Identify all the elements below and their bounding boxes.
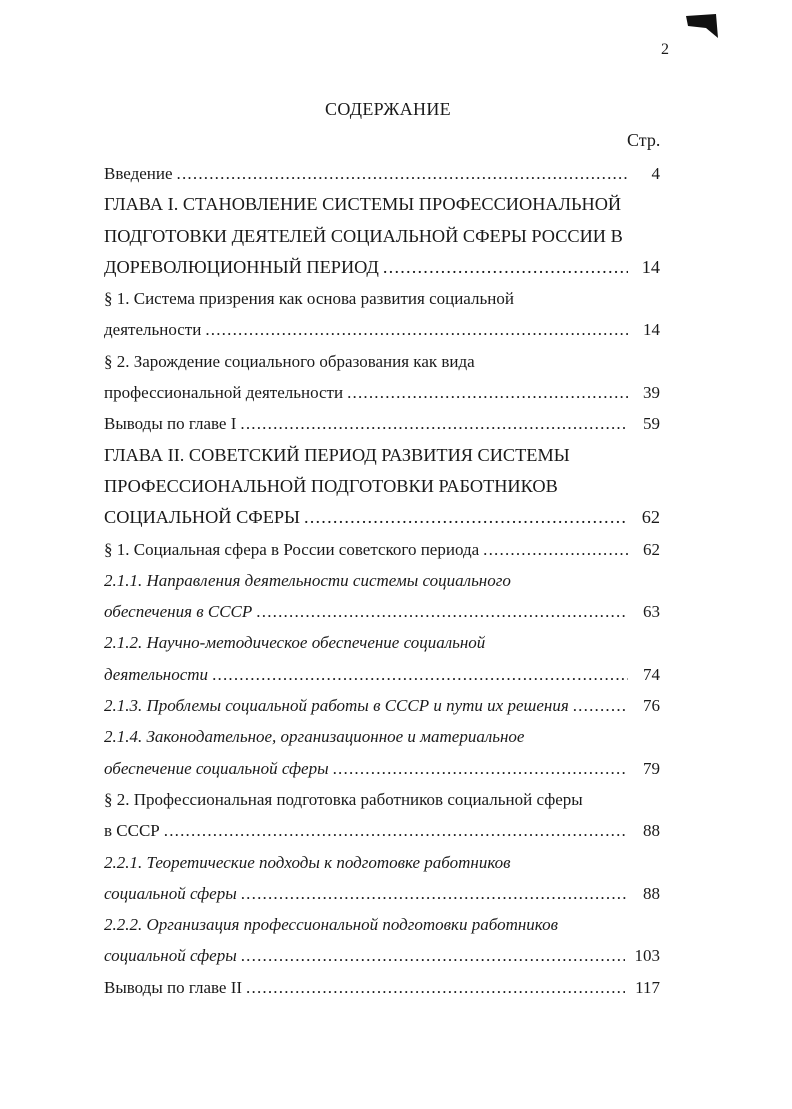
toc-line: профессиональной деятельности ..... 39 <box>104 377 660 408</box>
toc-line: социальной сферы ..... 103 <box>104 940 660 971</box>
toc-page-number: 88 <box>643 821 660 841</box>
toc-line: 2.1.1. Направления деятельности системы социального <box>104 570 511 590</box>
toc-page-number: 76 <box>643 696 660 716</box>
toc-line: ПРОФЕССИОНАЛЬНОЙ ПОДГОТОВКИ РАБОТНИКОВ <box>104 475 558 496</box>
toc-line: 2.1.4. Законодательное, организационное и материальное <box>104 727 525 747</box>
toc-line: 2.1.2. Научно-методическое обеспечение социальной <box>104 633 486 653</box>
toc-line: ДОРЕВОЛЮЦИОННЫЙ ПЕРИОД ..... 14 <box>104 252 660 283</box>
table-of-contents <box>104 158 660 1003</box>
toc-page-number: 39 <box>643 383 660 403</box>
toc-line: ГЛАВА I. СТАНОВЛЕНИЕ СИСТЕМЫ ПРОФЕССИОНАЛЬНОЙ <box>104 194 622 215</box>
toc-page-number: 63 <box>643 602 660 622</box>
toc-page-number: 74 <box>643 664 660 684</box>
toc-line: § 2. Профессиональная подготовка работников социальной сферы <box>104 789 583 809</box>
toc-line: § 1. Система призрения как основа развития социальной <box>104 289 514 309</box>
toc-page-number: 62 <box>643 539 660 559</box>
toc-page-number: 103 <box>634 946 660 966</box>
toc-page-number: 117 <box>635 977 660 997</box>
toc-line: 2.2.2. Организация профессиональной подготовки работников <box>104 915 558 935</box>
toc-line: 2.2.1. Теоретические подходы к подготовке работников <box>104 852 511 872</box>
toc-page-number: 4 <box>651 164 660 183</box>
toc-line: в СССР ..... 88 <box>104 815 660 846</box>
toc-line: СОЦИАЛЬНОЙ СФЕРЫ ..... 62 <box>104 502 660 533</box>
toc-line: Выводы по главе II ..... 117 <box>104 972 660 1003</box>
toc-line: обеспечения в СССР ..... 63 <box>104 596 660 627</box>
toc-page-number: 79 <box>643 758 660 778</box>
toc-line: обеспечение социальной сферы ..... 79 <box>104 753 660 784</box>
corner-marker-shape <box>686 14 718 38</box>
toc-page-number: 14 <box>641 256 660 277</box>
toc-line: ПОДГОТОВКИ ДЕЯТЕЛЕЙ СОЦИАЛЬНОЙ СФЕРЫ РОССИИ В <box>104 225 623 246</box>
page-number: 2 <box>661 41 669 58</box>
toc-line: социальной сферы ..... 88 <box>104 878 660 909</box>
toc-line: деятельности ..... 74 <box>104 659 660 690</box>
toc-page-number: 62 <box>641 507 660 528</box>
toc-line: § 2. Зарождение социального образования как вида <box>104 351 475 371</box>
page-column-label: Стр. <box>627 130 661 150</box>
toc-line: Выводы по главе I ..... 59 <box>104 408 660 439</box>
toc-line: деятельности ..... 14 <box>104 314 660 345</box>
toc-line: 2.1.3. Проблемы социальной работы в СССР и пути их решения ..... 76 <box>104 690 660 721</box>
toc-line: Введение ..... 4 <box>104 158 660 189</box>
toc-page-number: 59 <box>643 414 660 434</box>
toc-line: ГЛАВА II. СОВЕТСКИЙ ПЕРИОД РАЗВИТИЯ СИСТЕМЫ <box>104 444 570 465</box>
toc-page-number: 14 <box>643 320 660 340</box>
toc-page-number: 88 <box>643 883 660 903</box>
page-title: СОДЕРЖАНИЕ <box>325 99 451 119</box>
toc-line: § 1. Социальная сфера в России советского периода ..... 62 <box>104 534 660 565</box>
